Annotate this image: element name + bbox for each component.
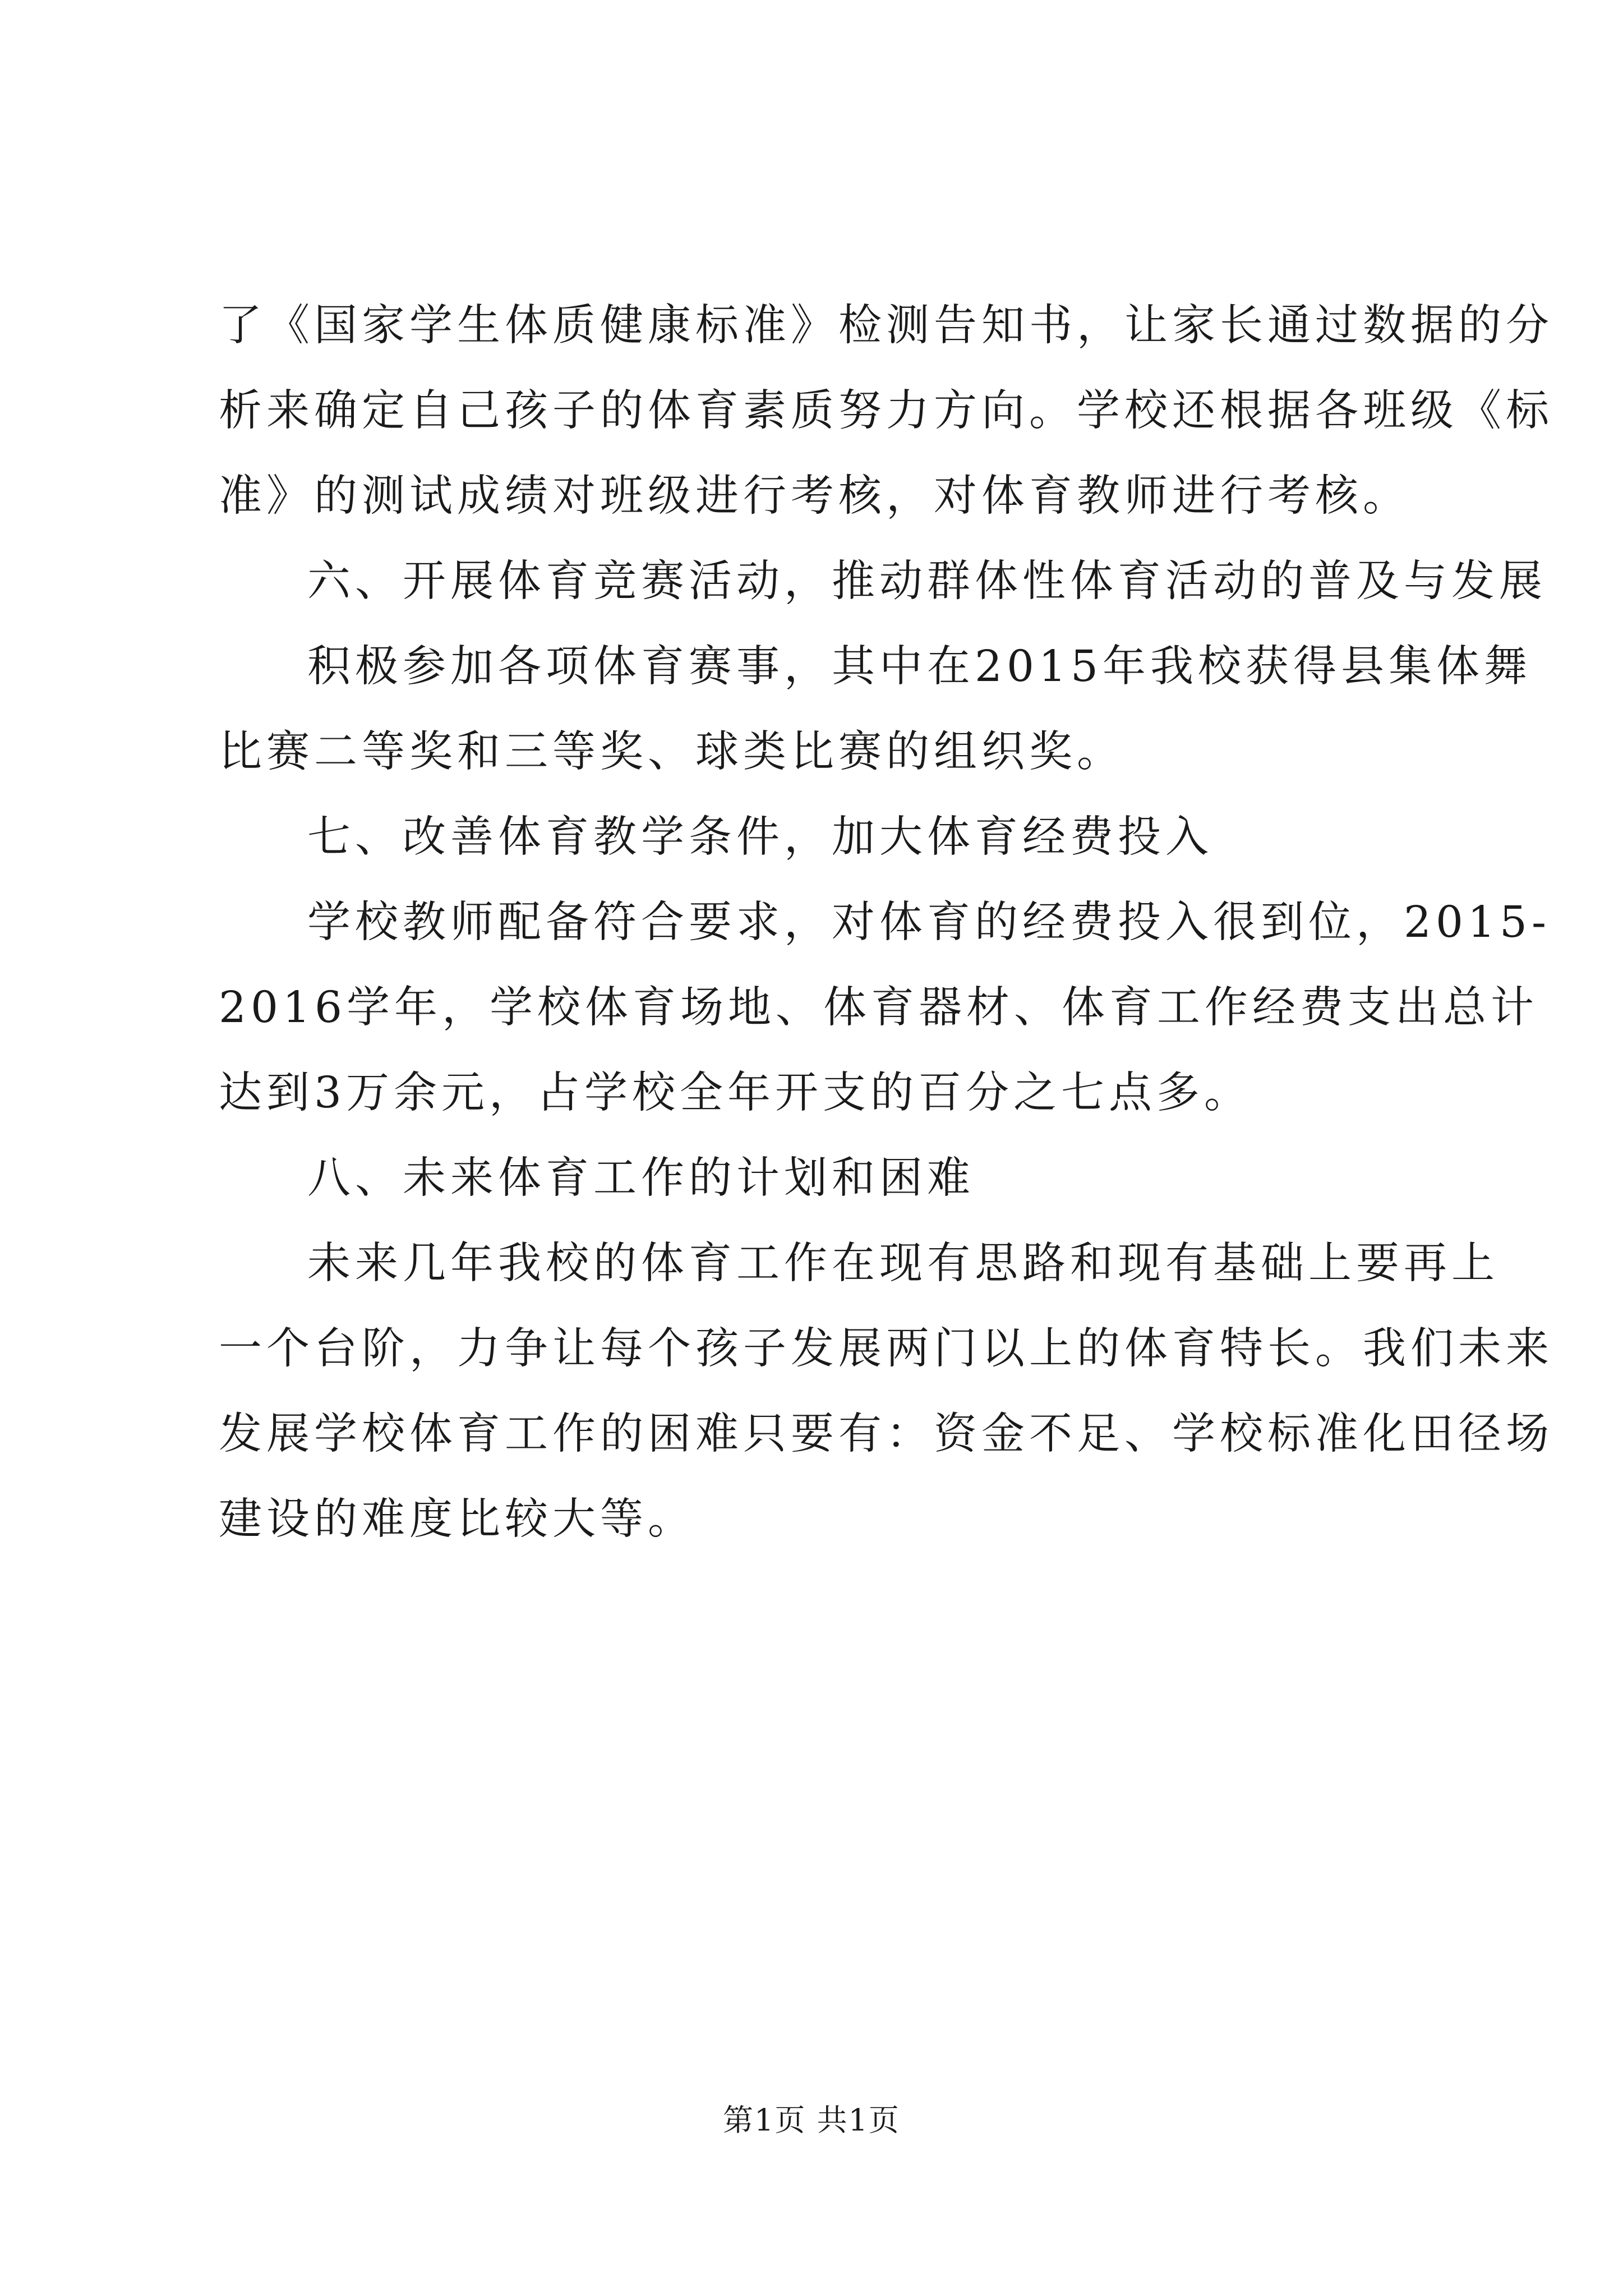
- paragraph-line: 析来确定自己孩子的体育素质努力方向。学校还根据各班级《标: [219, 386, 1553, 436]
- paragraph-line: 发展学校体育工作的困难只要有：资金不足、学校标准化田径场: [219, 1409, 1553, 1459]
- paragraph-line: 比赛二等奖和三等奖、球类比赛的组织奖。: [219, 727, 1124, 777]
- paragraph-line: 了《国家学生体质健康标准》检测告知书，让家长通过数据的分: [219, 301, 1553, 351]
- paragraph-line: 2016学年，学校体育场地、体育器材、体育工作经费支出总计: [219, 983, 1538, 1033]
- paragraph-line: 积极参加各项体育赛事，其中在2015年我校获得县集体舞: [307, 642, 1532, 692]
- paragraph-line: 准》的测试成绩对班级进行考核，对体育教师进行考核。: [219, 471, 1410, 521]
- paragraph-line: 未来几年我校的体育工作在现有思路和现有基础上要再上: [307, 1239, 1499, 1289]
- paragraph-line: 达到3万余元，占学校全年开支的百分之七点多。: [219, 1068, 1252, 1118]
- page-footer: 第1页 共1页: [723, 2102, 900, 2138]
- section-heading: 七、改善体育教学条件，加大体育经费投入: [307, 812, 1213, 862]
- paragraph-line: 一个台阶，力争让每个孩子发展两门以上的体育特长。我们未来: [219, 1324, 1553, 1374]
- section-heading: 六、开展体育竞赛活动，推动群体性体育活动的普及与发展: [307, 556, 1547, 606]
- body-text: [219, 283, 1553, 1562]
- paragraph-line: 学校教师配备符合要求，对体育的经费投入很到位，2015-: [307, 898, 1551, 947]
- section-heading: 八、未来体育工作的计划和困难: [307, 1153, 975, 1203]
- paragraph-line: 建设的难度比较大等。: [219, 1494, 695, 1544]
